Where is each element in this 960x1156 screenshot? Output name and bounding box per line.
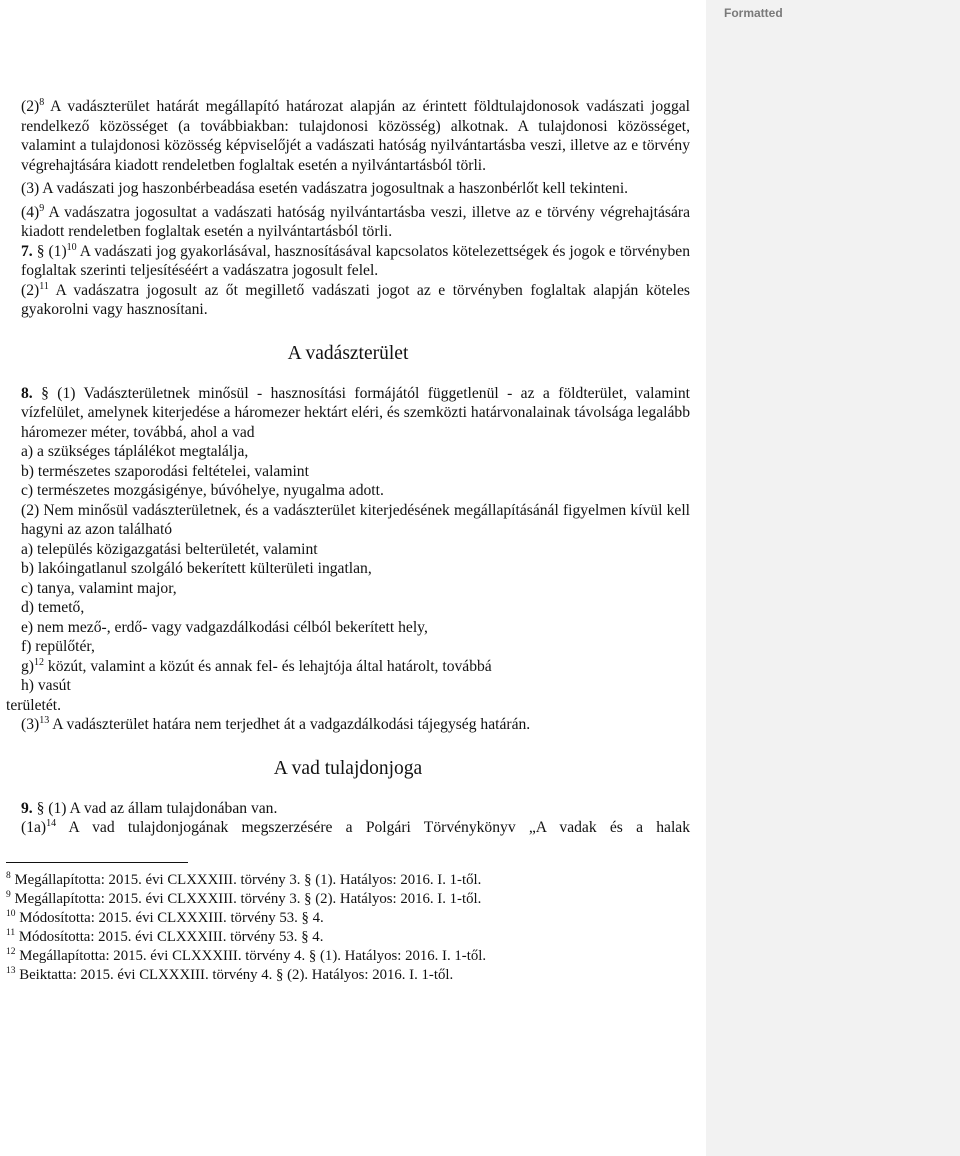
para-text: A vadászati jog gyakorlásával, hasznosításával kapcsolatos kötelezettségek és jogok e törvényben foglaltak szerinti teljesítéséért a vadászatra jogosult felel. (21, 242, 690, 279)
footnote-8 (6, 871, 690, 890)
para-text: A vadászati jog haszonbérbeadása esetén vadászatra jogosultnak a haszonbérlőt kell tekinteni. (39, 180, 629, 197)
paragraph-6-2 (6, 97, 690, 175)
section-number: 9. (21, 799, 33, 817)
para-text: § (1) A vad az állam tulajdonában van. (32, 799, 278, 817)
para-text: A vadászterület határa nem terjedhet át a vadgazdálkodási tájegység határán. (49, 716, 531, 733)
footnote-11 (6, 928, 690, 947)
footnote-ref-9[interactable]: 9 (39, 202, 45, 214)
list-item: a) település közigazgatási belterületét, valamint (21, 540, 318, 558)
paragraph-8-3 (6, 715, 690, 735)
footnote-number: 8 (6, 870, 11, 881)
para-prefix: (2) (21, 281, 40, 299)
footnote-ref-10[interactable]: 10 (66, 241, 77, 253)
footnote-ref-12[interactable]: 12 (34, 656, 44, 668)
para-text: A vad tulajdonjogának megszerzésére a Polgári Törvénykönyv „A vadak és a halak (56, 819, 690, 836)
footnote-text: Megállapította: 2015. évi CLXXXIII. törvény 3. § (1). Hatályos: 2016. I. 1-től. (10, 871, 482, 888)
list-item: b) természetes szaporodási feltételei, valamint (21, 462, 309, 480)
list-item: c) természetes mozgásigénye, búvóhelye, nyugalma adott. (21, 482, 384, 499)
list-item: a) a szükséges táplálékot megtalálja, (21, 443, 249, 460)
footnote-number: 11 (6, 927, 16, 938)
section-number: 8. (21, 384, 33, 402)
footnote-text: Megállapította: 2015. évi CLXXXIII. törvény 4. § (1). Hatályos: 2016. I. 1-től. (15, 947, 487, 964)
footnote-13 (6, 966, 690, 985)
footnote-number: 12 (6, 946, 16, 957)
list-item: c) tanya, valamint major, (21, 579, 177, 597)
para-text: § (1) Vadászterületnek minősül - hasznosítási formájától függetlenül - az a földterület, valamint vízfelület, amelynek kiterjedése a háromezer hektárt eléri, és szemközti határvonalainak távolsága legalább háromezer méter, továbbá, ahol a vad (21, 384, 690, 441)
list-item: f) repülőtér, (21, 638, 95, 655)
footnote-text: Módosította: 2015. évi CLXXXIII. törvény 53. § 4. (15, 909, 324, 926)
list-tail: területét. (6, 696, 61, 714)
footnote-number: 9 (6, 889, 11, 900)
footnote-12 (6, 947, 690, 966)
footnote-ref-8[interactable]: 8 (39, 97, 45, 108)
document-page (6, 97, 690, 985)
para-prefix: (3) (21, 180, 40, 197)
heading-vadaszterulet: A vadászterület (287, 342, 409, 364)
footnote-text: Módosította: 2015. évi CLXXXIII. törvény 53. § 4. (15, 928, 324, 945)
paragraph-9-1 (6, 799, 690, 819)
heading-vad-tulajdonjoga: A vad tulajdonjoga (273, 757, 423, 779)
para-prefix: (2) (21, 98, 40, 115)
footnote-number: 10 (6, 908, 16, 919)
list-item: e) nem mező-, erdő- vagy vadgazdálkodási célból bekerített hely, (21, 618, 428, 636)
para-prefix: (1a) (21, 819, 47, 836)
footnote-text: Beiktatta: 2015. évi CLXXXIII. törvény 4. § (2). Hatályos: 2016. I. 1-től. (15, 966, 454, 983)
list-item-g (6, 657, 690, 677)
para-text: A vadászatra jogosult az őt megillető vadászati jogot az e törvényben foglaltak alapján köteles gyakorolni vagy hasznosítani. (21, 281, 690, 318)
paragraph-6-4 (6, 203, 690, 242)
paragraph-9-1a (6, 818, 690, 838)
paragraph-7-1 (6, 242, 690, 281)
footnote-text: Megállapította: 2015. évi CLXXXIII. törvény 3. § (2). Hatályos: 2016. I. 1-től. (10, 890, 482, 907)
paragraph-6-3 (6, 179, 690, 199)
list-item: b) lakóingatlanul szolgáló bekerített külterületi ingatlan, (21, 560, 372, 577)
comment-margin-pane (706, 0, 960, 1156)
paragraph-8-1 (6, 384, 690, 443)
formatted-label: Formatted (724, 6, 783, 20)
para-prefix: § (1) (32, 242, 67, 260)
para-text: A vadászatra jogosultat a vadászati hatóság nyilvántartásba veszi, illetve az e törvény végrehajtására kiadott rendeletben foglaltak esetén a nyilvántartásból törli. (21, 203, 690, 240)
section-number: 7. (21, 242, 33, 260)
para-text: A vadászterület határát megállapító határozat alapján az érintett földtulajdonosok vadászati joggal rendelkező közösséget (a továbbiakban: tulajdonosi közösség) alkotnak. A tulajdonosi közösséget, valamint a tulajdonosi közösség képviselőjét a vadászati hatóság nyilvántartásba veszi, illetve az e törvény végrehajtására kiadott rendeletben foglaltak esetén a nyilvántartásból törli. (21, 98, 690, 174)
list-item: h) vasút (21, 677, 71, 694)
footnote-separator (6, 862, 188, 863)
footnotes (6, 871, 690, 985)
footnote-number: 13 (6, 965, 16, 976)
footnote-9 (6, 890, 690, 909)
footnote-ref-14[interactable]: 14 (46, 818, 57, 829)
list-text: közút, valamint a közút és annak fel- és lehajtója által határolt, továbbá (44, 657, 492, 675)
list-prefix: g) (21, 657, 34, 675)
footnote-ref-13[interactable]: 13 (39, 715, 50, 726)
paragraph-7-2 (6, 281, 690, 320)
footnote-10 (6, 909, 690, 928)
footnote-ref-11[interactable]: 11 (39, 280, 49, 292)
paragraph-8-2: (2) Nem minősül vadászterületnek, és a vadászterület kiterjedésének megállapításánál figyelmen kívül kell hagyni az azon található (21, 501, 690, 538)
para-prefix: (3) (21, 716, 40, 733)
list-item: d) temető, (21, 599, 85, 616)
para-prefix: (4) (21, 203, 40, 221)
